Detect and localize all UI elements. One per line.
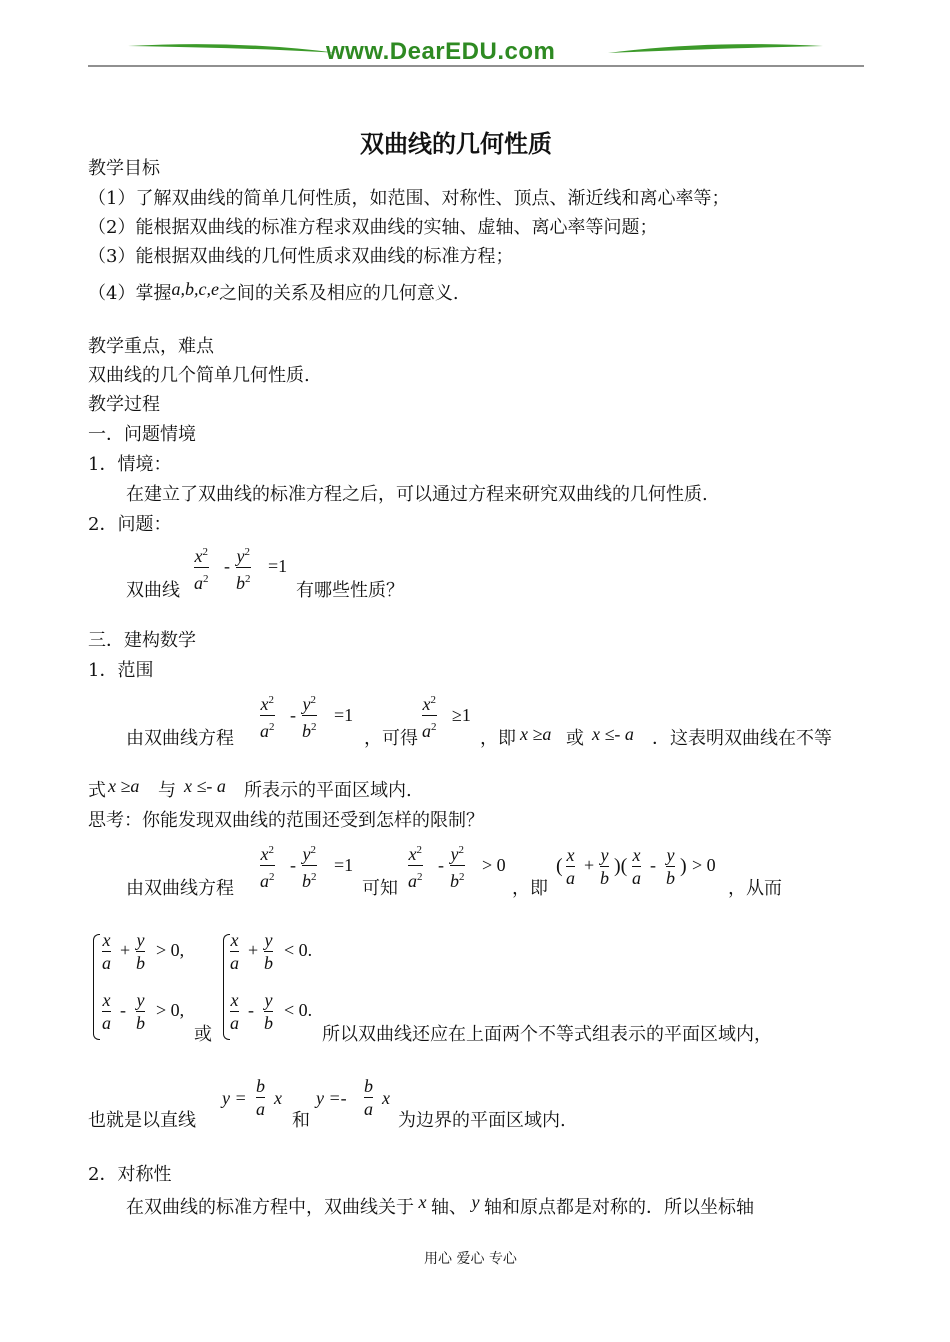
frac-y2-b2: $y^2$ $b^2$ [236,546,251,593]
think-text-b: 可知 [362,878,398,899]
s2-frac-xa-2: x a [230,990,239,1033]
system-1-brace [93,934,100,1040]
think-frac-1: $x^2$ $a^2$ [260,844,275,891]
symmetry-title: 2．对称性 [88,1164,172,1185]
sym-y: y [467,1192,484,1212]
think-gt0-b: > 0 [692,855,716,875]
s1-frac-yb: y b [136,930,145,973]
range2-x-geq-a: x ≥a [108,776,140,796]
s2-minus: - [248,1000,254,1020]
s1-frac-xa-2: x a [102,990,111,1033]
think-text: 思考：你能发现双曲线的范围还受到怎样的限制？ [88,810,484,831]
symmetry-text [126,1192,754,1219]
s2-lt0: < 0. [284,940,313,960]
goal-1: （1）了解双曲线的简单几何性质，如范围、对称性、顶点、渐近线和离心率等； [88,188,730,209]
item-1: 1．情境： [88,454,172,475]
think-minus-2: - [438,855,444,875]
s2-frac-yb: y b [264,930,273,973]
think-frac-2: $y^2$ $b^2$ [302,844,317,891]
think-text-d: ，从而 [728,878,782,899]
range2-text-b: 与 [158,780,176,801]
minus-sign: - [224,556,230,576]
section-goals: 教学目标 [88,158,160,179]
system-2-brace [223,934,230,1040]
goal-2: （2）能根据双曲线的标准方程求双曲线的实轴、虚轴、离心率等问题； [88,217,658,238]
sym-x: x [414,1192,431,1212]
s2-frac-yb-2: y b [264,990,273,1033]
symmetry-text-a: 在双曲线的标准方程中，双曲线关于 [126,1197,414,1218]
range-title: 1．范围 [88,660,154,681]
footer-text: 用心 爱心 专心 [424,1251,517,1267]
think-text-c: ，即 [512,878,548,899]
lines-text-b: 和 [292,1110,310,1131]
range-frac-x2-a2-b: $x^2$ $a^2$ [422,694,437,741]
item-2: 2．问题： [88,514,172,535]
s1-gt0: > 0, [156,940,185,960]
range-frac-x2-a2: $x^2$ $a^2$ [260,694,275,741]
line1-y-eq: y = [222,1088,247,1108]
range-eq1: =1 [334,705,354,725]
symmetry-text-b: 轴、 [431,1197,467,1218]
s1-frac-xa: x a [102,930,111,973]
think-plus: + [584,855,595,875]
line2-x: x [382,1088,390,1108]
range-x-leq-minus-a: x ≤- a [592,724,634,744]
think-frac-x-a-2: x a [632,845,641,888]
range-text-e: ．这表明双曲线在不等 [652,728,832,749]
system-or: 或 [194,1024,212,1045]
paren-close: ) [680,855,687,877]
think-frac-y-b-1: y b [600,845,609,888]
header-logo-text: www.DearEDU.com [326,38,556,65]
s1-plus: + [120,940,131,960]
goal-4 [88,279,459,305]
key-text: 双曲线的几个简单几何性质. [88,365,310,386]
range-text-d: 或 [566,728,584,749]
question-suffix: 有哪些性质？ [296,580,404,601]
range2-x-leq-minus-a: x ≤- a [184,776,226,796]
s1-gt0-2: > 0, [156,1000,185,1020]
goal-4-prefix: （4）掌握 [88,283,172,304]
goal-4-math: a,b,c,e [171,279,219,299]
lines-text-a: 也就是以直线 [88,1110,196,1131]
s2-plus: + [248,940,259,960]
frac-x2-a2: $x^2$ $a^2$ [194,546,209,593]
symmetry-text-c: 轴和原点都是对称的．所以坐标轴 [484,1197,754,1218]
s2-frac-xa: x a [230,930,239,973]
range2-text-c: 所表示的平面区域内. [244,780,412,801]
s1-frac-yb-2: y b [136,990,145,1033]
think-frac-3: $x^2$ $a^2$ [408,844,423,891]
equals-one: =1 [268,556,288,576]
think-text-a: 由双曲线方程 [126,878,234,899]
range-geq1: ≥1 [452,705,471,725]
paren-open-1: ( [556,855,563,877]
section-process: 教学过程 [88,394,160,415]
section-key: 教学重点，难点 [88,336,214,357]
line2-frac-b-a: b a [364,1076,373,1119]
range-x-geq-a: x ≥a [520,724,552,744]
goal-3: （3）能根据双曲线的几何性质求双曲线的标准方程； [88,246,514,267]
situation-text: 在建立了双曲线的标准方程之后，可以通过方程来研究双曲线的几何性质. [126,484,708,505]
think-eq1: =1 [334,855,354,875]
section-three: 三．建构数学 [88,630,196,651]
think-gt0: > 0 [482,855,506,875]
system-after-text: 所以双曲线还应在上面两个不等式组表示的平面区域内， [322,1024,772,1045]
goal-4-suffix: 之间的关系及相应的几何意义. [218,283,459,304]
range-frac-y2-b2: $y^2$ $b^2$ [302,694,317,741]
line1-x: x [274,1088,282,1108]
think-minus-3: - [650,855,656,875]
think-frac-x-a-1: x a [566,845,575,888]
range2-text-a: 式 [88,780,106,801]
page-title: 双曲线的几何性质 [360,129,552,158]
range-text-b: ，可得 [364,728,418,749]
line2-y-eq: y =- [316,1088,347,1108]
range-minus: - [290,705,296,725]
line1-frac-b-a: b a [256,1076,265,1119]
think-frac-4: $y^2$ $b^2$ [450,844,465,891]
s2-lt0-2: < 0. [284,1000,313,1020]
range-text-a: 由双曲线方程 [126,728,234,749]
think-frac-y-b-2: y b [666,845,675,888]
s1-minus: - [120,1000,126,1020]
range-text-c: ，即 [480,728,516,749]
section-one: 一．问题情境 [88,424,196,445]
paren-mid: )( [614,855,628,877]
lines-text-c: 为边界的平面区域内. [398,1110,566,1131]
think-minus-1: - [290,855,296,875]
question-prefix: 双曲线 [126,580,180,601]
